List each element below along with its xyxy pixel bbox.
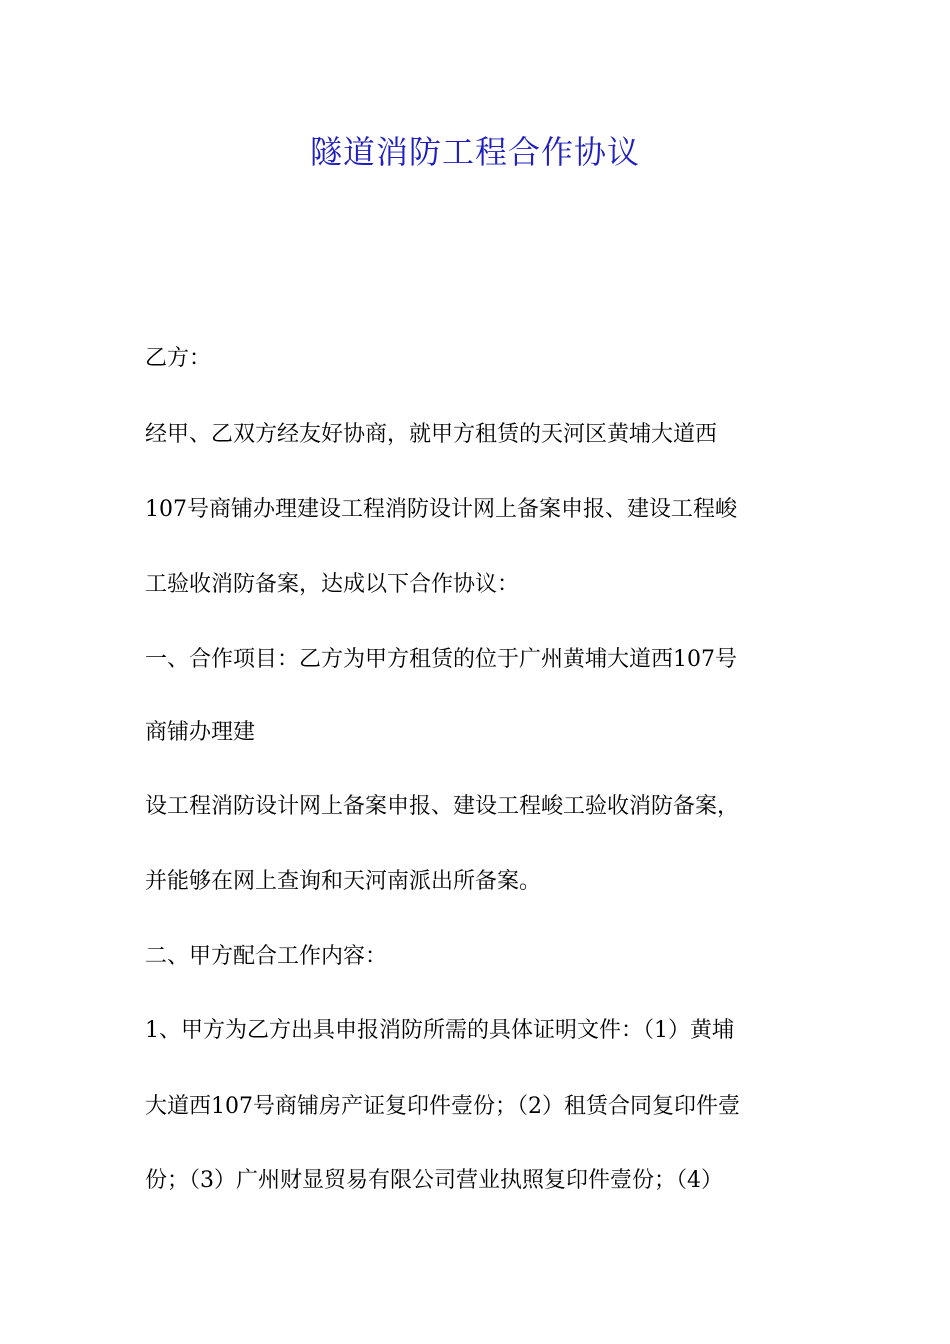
text-line: 1、甲方为乙方出具申报消防所需的具体证明文件：（1）黄埔 [145,1018,734,1043]
document-title: 隧道消防工程合作协议 [309,133,640,171]
text-line: 工验收消防备案，达成以下合作协议： [145,572,520,597]
text-line: 商铺办理建 [145,720,256,745]
text-line: 一、合作项目：乙方为甲方租赁的位于广州黄埔大道西107号 [145,647,737,672]
text-line: 并能够在网上查询和天河南派出所备案。 [145,869,542,894]
text-line: 经甲、乙双方经友好协商，就甲方租赁的天河区黄埔大道西 [145,422,718,447]
text-line: 107号商铺办理建设工程消防设计网上备案申报、建设工程峻 [145,497,737,522]
text-line: 大道西107号商铺房产证复印件壹份；（2）租赁合同复印件壹 [145,1094,740,1119]
text-line: 二、甲方配合工作内容： [145,944,388,969]
text-line: 设工程消防设计网上备案申报、建设工程峻工验收消防备案， [145,794,740,819]
text-line: 乙方： [145,346,212,371]
text-line: 份；（3）广州财显贸易有限公司营业执照复印件壹份；（4） [145,1168,723,1193]
